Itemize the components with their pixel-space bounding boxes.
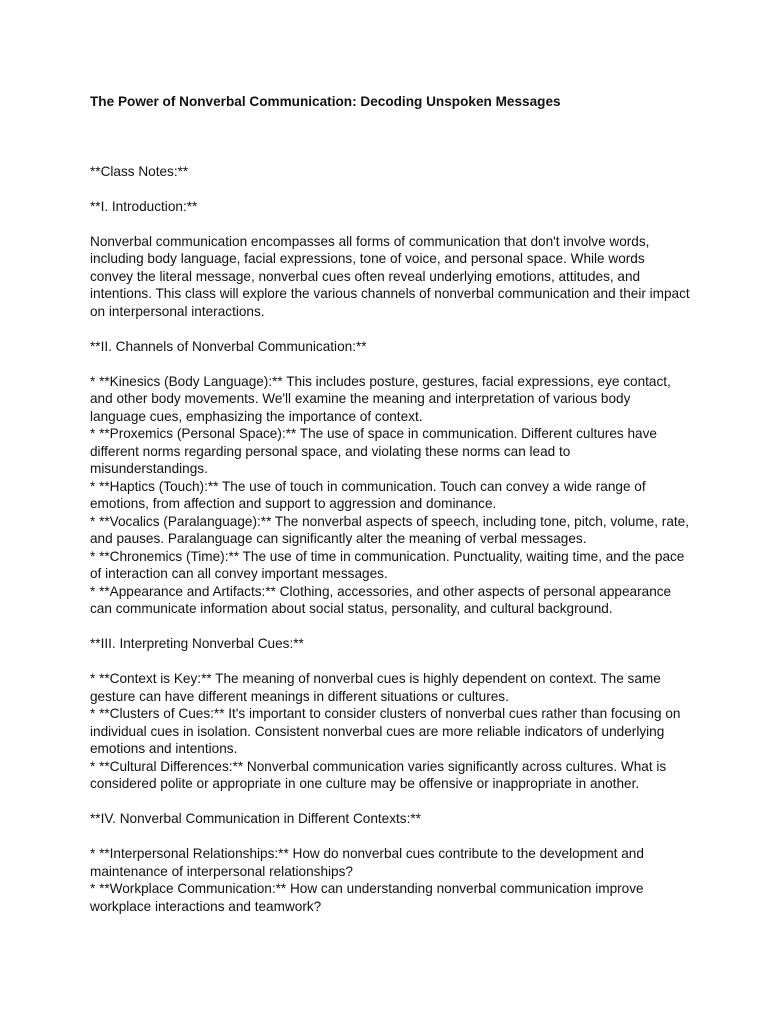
section-heading-introduction: **I. Introduction:**: [90, 198, 198, 214]
bullet-workplace: * **Workplace Communication:** How can understanding nonverbal communication improve workplace interactions and teamwork?: [90, 881, 644, 914]
bullet-haptics: * **Haptics (Touch):** The use of touch in communication. Touch can convey a wide range of emotions, from affection and support to aggression and dominance.: [90, 478, 646, 511]
section-heading-interpreting: **III. Interpreting Nonverbal Cues:**: [90, 636, 304, 651]
bullet-context: * **Context is Key:** The meaning of nonverbal cues is highly dependent on context. The same gesture can have different meanings in different situations or cultures.: [90, 671, 661, 704]
section-heading-channels: **II. Channels of Nonverbal Communication:**: [90, 338, 367, 354]
bullet-kinesics: * **Kinesics (Body Language):** This includes posture, gestures, facial expressions, eye contact, and other body movements. We'll examine the meaning and interpretation of various body language cues, emphasizing the importance of context.: [90, 373, 671, 424]
introduction-paragraph: Nonverbal communication encompasses all forms of communication that don't involve words, including body language, facial expressions, tone of voice, and personal space. While words convey the literal message, nonverbal cues often reveal underlying emotions, attitudes, and intentions. This class will explore the various channels of nonverbal communication and their impact on interpersonal interactions.: [90, 233, 690, 319]
bullet-interpersonal: * **Interpersonal Relationships:** How do nonverbal cues contribute to the development and maintenance of interpersonal relationships?: [90, 846, 644, 879]
document-title: The Power of Nonverbal Communication: Decoding Unspoken Messages: [90, 94, 561, 109]
section-heading-contexts: **IV. Nonverbal Communication in Different Contexts:**: [90, 811, 421, 826]
class-notes-label: **Class Notes:**: [90, 163, 189, 179]
bullet-cultural: * **Cultural Differences:** Nonverbal communication varies significantly across cultures. What is considered polite or appropriate in one culture may be offensive or inappropriate in another.: [90, 758, 667, 791]
bullet-vocalics: * **Vocalics (Paralanguage):** The nonverbal aspects of speech, including tone, pitch, volume, rate, and pauses. Paralanguage can significantly alter the meaning of verbal messages.: [90, 513, 689, 546]
bullet-clusters: * **Clusters of Cues:** It's important to consider clusters of nonverbal cues rather than focusing on individual cues in isolation. Consistent nonverbal cues are more reliable indicators of underlying emotions and intentions.: [90, 706, 681, 756]
bullet-proxemics: * **Proxemics (Personal Space):** The use of space in communication. Different cultures have different norms regarding personal space, and violating these norms can lead to misunderstandings.: [90, 426, 657, 476]
bullet-chronemics: * **Chronemics (Time):** The use of time in communication. Punctuality, waiting time, and the pace of interaction can all convey important messages.: [90, 548, 685, 581]
document-page: [90, 93, 690, 915]
bullet-appearance: * **Appearance and Artifacts:** Clothing, accessories, and other aspects of personal appearance can communicate information about social status, personality, and cultural background.: [90, 583, 672, 616]
